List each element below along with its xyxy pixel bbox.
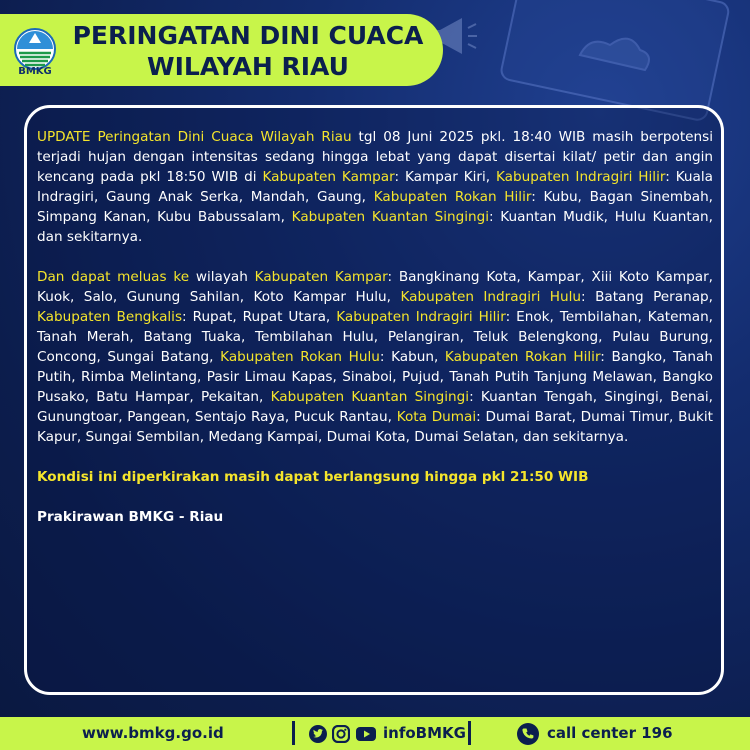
youtube-icon[interactable] bbox=[356, 725, 376, 743]
body-text: : Kubu, Bagan Sinembah, Simpang Kanan, Kubu Babussalam, bbox=[37, 189, 713, 225]
highlighted-region: Kabupaten Rokan Hilir bbox=[444, 349, 601, 365]
phone-icon bbox=[517, 723, 539, 745]
title-line-1: PERINGATAN DINI CUACA bbox=[72, 21, 424, 50]
social-handle[interactable]: infoBMKG bbox=[383, 724, 466, 742]
highlighted-region: Kabupaten Kuantan Singingi bbox=[291, 209, 490, 225]
body-text: wilayah bbox=[189, 269, 255, 285]
highlighted-region: Kabupaten Kampar bbox=[254, 269, 388, 285]
highlighted-region: UPDATE Peringatan Dini Cuaca Wilayah Riau bbox=[37, 129, 352, 145]
body-text: : Enok, Tembilahan, Kateman, Tanah Merah, Batang Tuaka, Tembilahan Hulu, Pelangiran, Teluk Belengkong, Pulau Burung, Concong, Sungai Batang, bbox=[37, 309, 714, 365]
paragraph-duration: Kondisi ini diperkirakan masih dapat berlangsung hingga pkl 21:50 WIB bbox=[37, 469, 589, 485]
highlighted-region: Kabupaten Rokan Hilir bbox=[373, 189, 532, 205]
body-text: : Dumai Barat, Dumai Timur, Bukit Kapur, Sungai Sembilan, Medang Kampai, Dumai Kota, Dumai Selatan, dan sekitarnya. bbox=[37, 409, 714, 445]
warning-text bbox=[37, 127, 713, 527]
forecaster-signature: Prakirawan BMKG - Riau bbox=[37, 509, 224, 525]
paragraph-expansion bbox=[37, 267, 713, 447]
body-text: : Batang Peranap, bbox=[581, 289, 713, 305]
page-title bbox=[66, 20, 430, 82]
body-text: : Kabun, bbox=[379, 349, 445, 365]
header-banner bbox=[0, 14, 443, 86]
instagram-icon[interactable] bbox=[332, 725, 350, 743]
highlighted-region: Kota Dumai bbox=[396, 409, 477, 425]
body-text: tgl 08 Juni 2025 pkl. 18:40 WIB masih berpotensi terjadi hujan dengan intensitas sedang hingga lebat yang dapat disertai kilat/ petir dan angin kencang pada pkl 18:50 WIB di bbox=[37, 129, 713, 185]
highlighted-region: Kabupaten Indragiri Hilir bbox=[336, 309, 506, 325]
highlighted-region: Kabupaten Bengkalis bbox=[37, 309, 183, 325]
body-text: : Bangkinang Kota, Kampar, Xiii Koto Kampar, Kuok, Salo, Gunung Sahilan, Koto Kampar Hulu, bbox=[37, 269, 713, 305]
highlighted-region: Kabupaten Indragiri Hulu bbox=[400, 289, 582, 305]
body-text: : Rupat, Rupat Utara, bbox=[182, 309, 337, 325]
body-text: : Kuala Indragiri, Gaung Anak Serka, Mandah, Gaung, bbox=[37, 169, 713, 205]
body-text: : Kuantan Mudik, Hulu Kuantan, dan sekitarnya. bbox=[37, 209, 713, 245]
paragraph-update bbox=[37, 127, 713, 247]
logo-text: BMKG bbox=[18, 66, 52, 77]
body-text: : Kuantan Tengah, Singingi, Benai, Gunungtoar, Pangean, Sentajo Raya, Pucuk Rantau, bbox=[37, 389, 714, 425]
title-line-2: WILAYAH RIAU bbox=[147, 52, 349, 81]
body-text: : Bangko, Tanah Putih, Rimba Melintang, Pasir Limau Kapas, Sinaboi, Pujud, Tanah Putih Tanjung Melawan, Bangko Pusako, Batu Hampar, Pekaitan, bbox=[37, 349, 713, 405]
divider bbox=[292, 721, 295, 745]
highlighted-region: Kabupaten Kuantan Singingi bbox=[270, 389, 470, 405]
twitter-icon[interactable] bbox=[309, 725, 327, 743]
highlighted-region: Kabupaten Indragiri Hilir bbox=[496, 169, 666, 185]
highlighted-region: Dan dapat meluas ke bbox=[37, 269, 190, 285]
website-link[interactable]: www.bmkg.go.id bbox=[82, 724, 224, 742]
call-center[interactable]: call center 196 bbox=[547, 724, 673, 742]
body-text: : Kampar Kiri, bbox=[394, 169, 496, 185]
divider bbox=[468, 721, 471, 745]
highlighted-region: Kabupaten Kampar bbox=[262, 169, 395, 185]
footer-bar bbox=[0, 717, 750, 750]
highlighted-region: Kabupaten Rokan Hulu bbox=[220, 349, 380, 365]
